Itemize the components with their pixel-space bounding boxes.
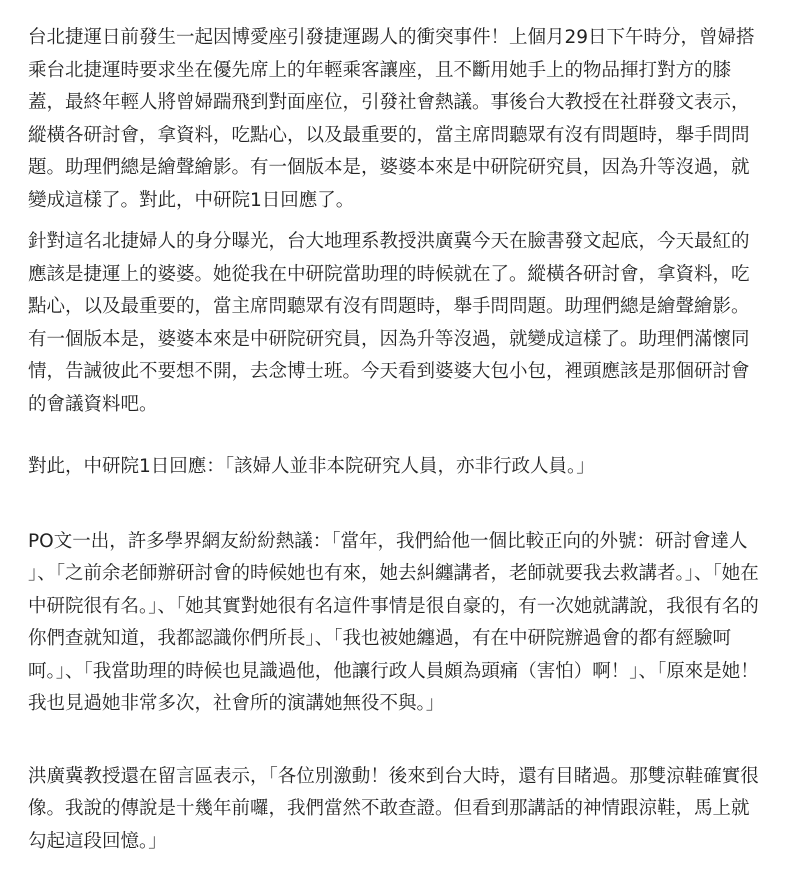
- article-body: [28, 22, 764, 858]
- paragraph-professor-followup: 洪廣冀教授還在留言區表示，「各位別激動！後來到台大時，還有目睹過。那雙涼鞋確實很像。我說的傳說是十幾年前囉，我們當然不敢查證。但看到那講話的神情跟涼鞋，馬上就勾起這段回憶。」: [28, 765, 759, 852]
- paragraph-incident-summary: 台北捷運日前發生一起因博愛座引發捷運踢人的衝突事件！上個月29日下午時分，曾婦搭乘台北捷運時要求坐在優先席上的年輕乘客讓座，且不斷用她手上的物品揮打對方的膝蓋，最終年輕人將曾婦踹飛到對面座位，引發社會熱議。事後台大教授在社群發文表示，縱橫各研討會，拿資料，吃點心，以及最重要的，當主席問聽眾有沒有問題時，舉手問問題。助理們總是繪聲繪影。有一個版本是，婆婆本來是中研院研究員，因為升等沒過，就變成這樣了。對此，中研院1日回應了。: [28, 27, 755, 211]
- paragraph-academia-response: 對此，中研院1日回應：「該婦人並非本院研究人員，亦非行政人員。」: [28, 456, 595, 477]
- paragraph-netizen-comments: [28, 526, 764, 721]
- paragraph-professor-post: 針對這名北捷婦人的身分曝光，台大地理系教授洪廣冀今天在臉書發文起底，今天最紅的應該是捷運上的婆婆。她從我在中研院當助理的時候就在了。縱橫各研討會，拿資料，吃點心，以及最重要的，當主席問聽眾有沒有問題時，舉手問問題。助理們總是繪聲繪影。有一個版本是，婆婆本來是中研院研究員，因為升等沒過，就變成這樣了。助理們滿懷同情，告誡彼此不要想不開，去念博士班。今天看到婆婆大包小包，裡頭應該是那個研討會的會議資料吧。: [28, 231, 750, 415]
- netizen-comments-quotes: 」、「之前余老師辦研討會的時候她也有來，她去糾纏講者，老師就要我去救講者。」、「她在中研院很有名。」、「她其實對她很有名這件事情是很自豪的，有一次她就講說，我很有名的你們查就知道，我都認識你們所長」、「我也被她纏過，有在中研院辦過會的都有經驗呵呵。」、「我當助理的時候也見識過他，他讓行政人員頗為頭痛（害怕）啊！」、「原來是她！我也見過她非常多次，社會所的演講她無役不與。」: [28, 563, 759, 714]
- netizen-comments-intro: PO文一出，許多學界網友紛紛熱議：「當年，我們給他一個比較正向的外號：研討會達人: [28, 530, 748, 552]
